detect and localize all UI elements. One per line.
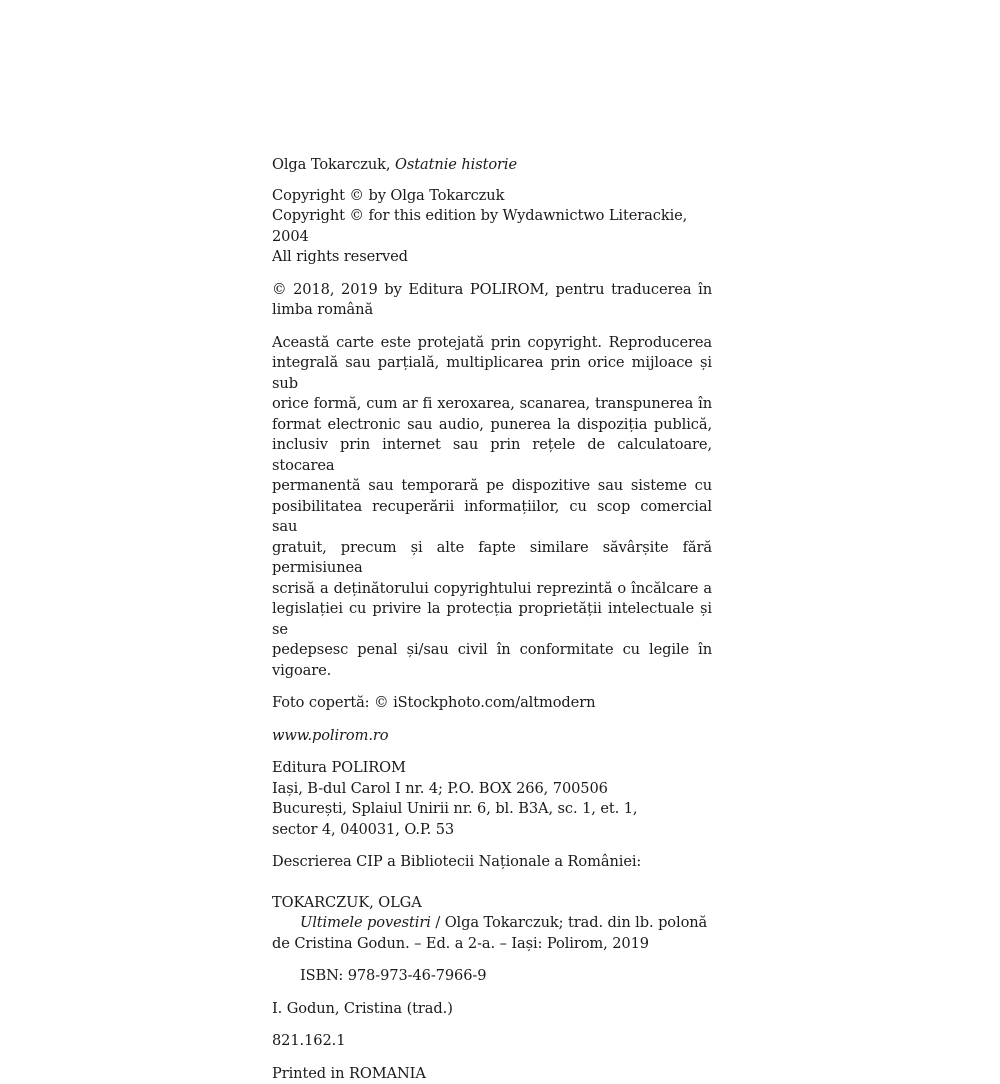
isbn <box>272 966 712 987</box>
copyright-line: Copyright © for this edition by Wydawnictwo Literackie, <box>272 206 712 227</box>
legal-notice-line: gratuit, precum și alte fapte similare săvârșite fără permisiunea <box>272 538 712 579</box>
cip-description <box>272 913 712 954</box>
cip-author-entry: TOKARCZUK, OLGA <box>272 893 712 914</box>
legal-notice <box>272 333 712 682</box>
cip-description-rest: / Olga Tokarczuk; trad. din lb. polonă <box>431 914 707 931</box>
legal-notice-line: scrisă a deținătorului copyrightului reprezintă o încălcare a <box>272 579 712 600</box>
legal-notice-line: permanentă sau temporară pe dispozitive sau sisteme cu <box>272 476 712 497</box>
publisher-address-line: București, Splaiul Unirii nr. 6, bl. B3A, sc. 1, et. 1, <box>272 799 712 820</box>
copyright-block <box>272 186 712 268</box>
copyright-line: Copyright © by Olga Tokarczuk <box>272 186 712 207</box>
website-link[interactable]: www.polirom.ro <box>272 726 712 747</box>
translation-rights <box>272 280 712 321</box>
legal-notice-line: integrală sau parțială, multiplicarea prin orice mijloace și sub <box>272 353 712 394</box>
publisher-name: Editura POLIROM <box>272 758 712 779</box>
cip-book-title: Ultimele povestiri <box>300 914 431 931</box>
cip-description-line <box>272 913 712 934</box>
cover-photo-credit: Foto copertă: © iStockphoto.com/altmodern <box>272 693 712 714</box>
original-title: Ostatnie historie <box>395 156 517 173</box>
legal-notice-line: format electronic sau audio, punerea la dispoziția publică, <box>272 415 712 436</box>
original-title-line <box>272 155 712 176</box>
publisher-address <box>272 758 712 840</box>
publisher-address-line: Iași, B-dul Carol I nr. 4; P.O. BOX 266, 700506 <box>272 779 712 800</box>
cip-description-line: de Cristina Godun. – Ed. a 2-a. – Iași: Polirom, 2019 <box>272 934 712 955</box>
legal-notice-line: orice formă, cum ar fi xeroxarea, scanarea, transpunerea în <box>272 394 712 415</box>
isbn-text: ISBN: 978-973-46-7966-9 <box>272 966 712 987</box>
original-author: Olga Tokarczuk, <box>272 156 390 173</box>
publisher-address-line: sector 4, 040031, O.P. 53 <box>272 820 712 841</box>
copyright-line: 2004 <box>272 227 712 248</box>
cip-heading: Descrierea CIP a Bibliotecii Naționale a României: <box>272 852 712 873</box>
cip-secondary-entry: I. Godun, Cristina (trad.) <box>272 999 712 1020</box>
copyright-line: All rights reserved <box>272 247 712 268</box>
printed-in: Printed in ROMANIA <box>272 1064 712 1084</box>
translation-rights-line: © 2018, 2019 by Editura POLIROM, pentru traducerea în <box>272 280 712 301</box>
legal-notice-line: legislației cu privire la protecția proprietății intelectuale și se <box>272 599 712 640</box>
legal-notice-line: pedepsesc penal și/sau civil în conformitate cu legile în vigoare. <box>272 640 712 681</box>
legal-notice-line: Această carte este protejată prin copyright. Reproducerea <box>272 333 712 354</box>
legal-notice-line: posibilitatea recuperării informațiilor, cu scop comercial sau <box>272 497 712 538</box>
translation-rights-line: limba română <box>272 300 712 321</box>
copyright-page <box>272 155 712 1084</box>
cip-classification: 821.162.1 <box>272 1031 712 1052</box>
legal-notice-line: inclusiv prin internet sau prin rețele de calculatoare, stocarea <box>272 435 712 476</box>
